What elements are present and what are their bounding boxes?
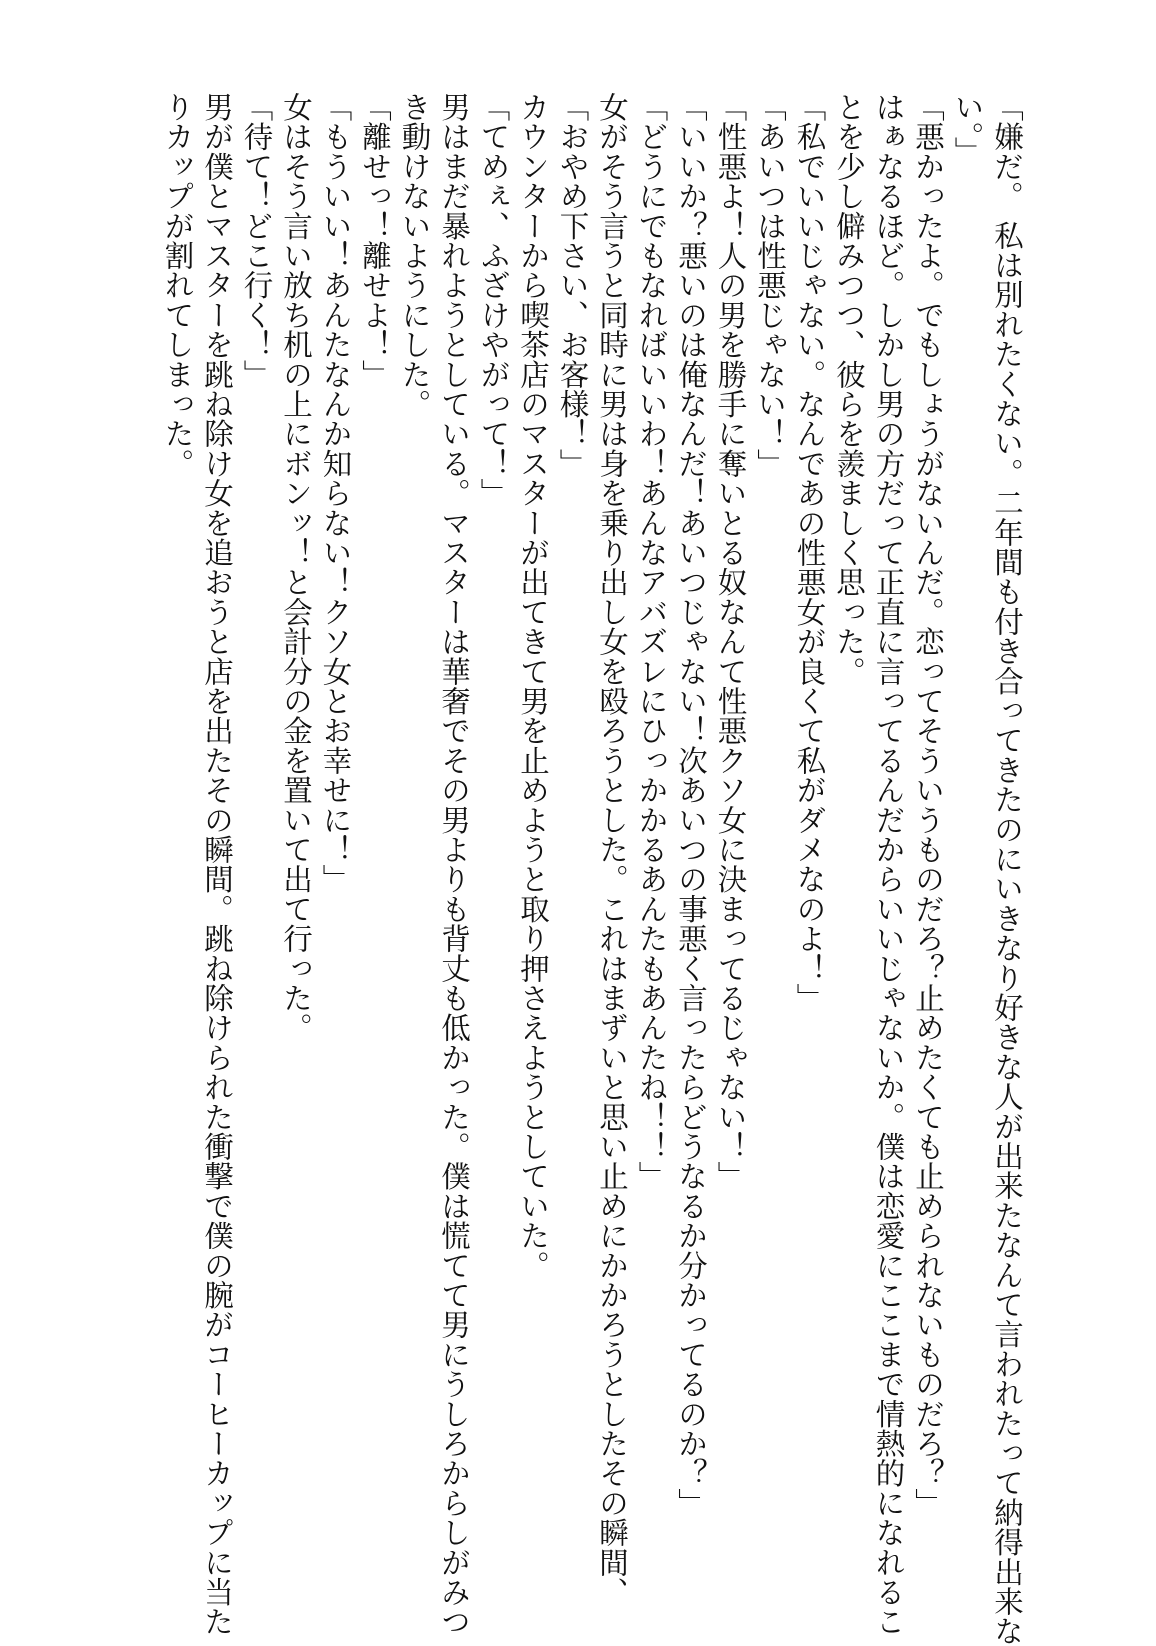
vertical-text-body xyxy=(157,92,1026,1646)
text-line: りカップが割れてしまった。 xyxy=(160,92,195,479)
text-line: 女はそう言い放ち机の上にボンッ！と会計分の金を置いて出て行った。 xyxy=(279,92,313,1043)
text-line: 「おやめ下さい、お客様！」 xyxy=(555,92,590,479)
text-line: 「どうにでもなればいいわ！あんなアバズレにひっかかるあんたもあんたね！！」 xyxy=(634,92,669,1191)
text-line: 女がそう言うと同時に男は身を乗り出し女を殴ろうとした。これはまずいと思い止めにかかろうとしたその瞬間、 xyxy=(595,92,629,1607)
text-line: い。」 xyxy=(950,92,985,167)
text-line: 「性悪よ！人の男を勝手に奪いとる奴なんて性悪クソ女に決まってるじゃない！」 xyxy=(713,92,748,1191)
text-line: 「いいか？悪いのは俺なんだ！あいつじゃない！次あいつの事悪く言ったらどうなるか分かってるのか？」 xyxy=(674,92,708,1518)
text-line: 「あいつは性悪じゃない！」 xyxy=(753,92,787,479)
text-line: はぁなるほど。しかし男の方だって正直に言ってるんだからいいじゃないか。僕は恋愛にここまで情熱的になれるこ xyxy=(871,92,906,1637)
text-line: 「待て！どこ行く！」 xyxy=(239,92,274,389)
text-line: とを少し僻みつつ、彼らを羨ましく思った。 xyxy=(832,92,866,686)
text-line: カウンターから喫茶店のマスターが出てきて男を止めようと取り押さえようとしていた。 xyxy=(516,92,550,1280)
text-line: き動けないようにした。 xyxy=(397,92,432,419)
text-line: 男はまだ暴れようとしている。マスターは華奢でその男よりも背丈も低かった。僕は慌てて男にうしろからしがみつ xyxy=(437,92,471,1637)
text-line: 「私でいいじゃない。なんであの性悪女が良くて私がダメなのよ！」 xyxy=(792,92,827,1013)
text-line: 「てめぇ、ふざけやがって！」 xyxy=(476,92,511,508)
text-line: 「離せっ！離せよ！」 xyxy=(358,92,392,389)
text-line: 「嫌だ。 私は別れたくない。二年間も付き合ってきたのにいきなり好きな人が出来たなんて言われたって納得出来な xyxy=(990,92,1024,1646)
text-line: 男が僕とマスターを跳ね除け女を追おうと店を出たその瞬間。跳ね除けられた衝撃で僕の腕がコーヒーカップに当た xyxy=(200,92,234,1637)
text-line: 「もういい！あんたなんか知らない！クソ女とお幸せに！」 xyxy=(318,92,353,894)
text-line: 「悪かったよ。でもしょうがないんだ。恋ってそういうものだろ？止めたくても止められないものだろ？」 xyxy=(911,92,945,1518)
